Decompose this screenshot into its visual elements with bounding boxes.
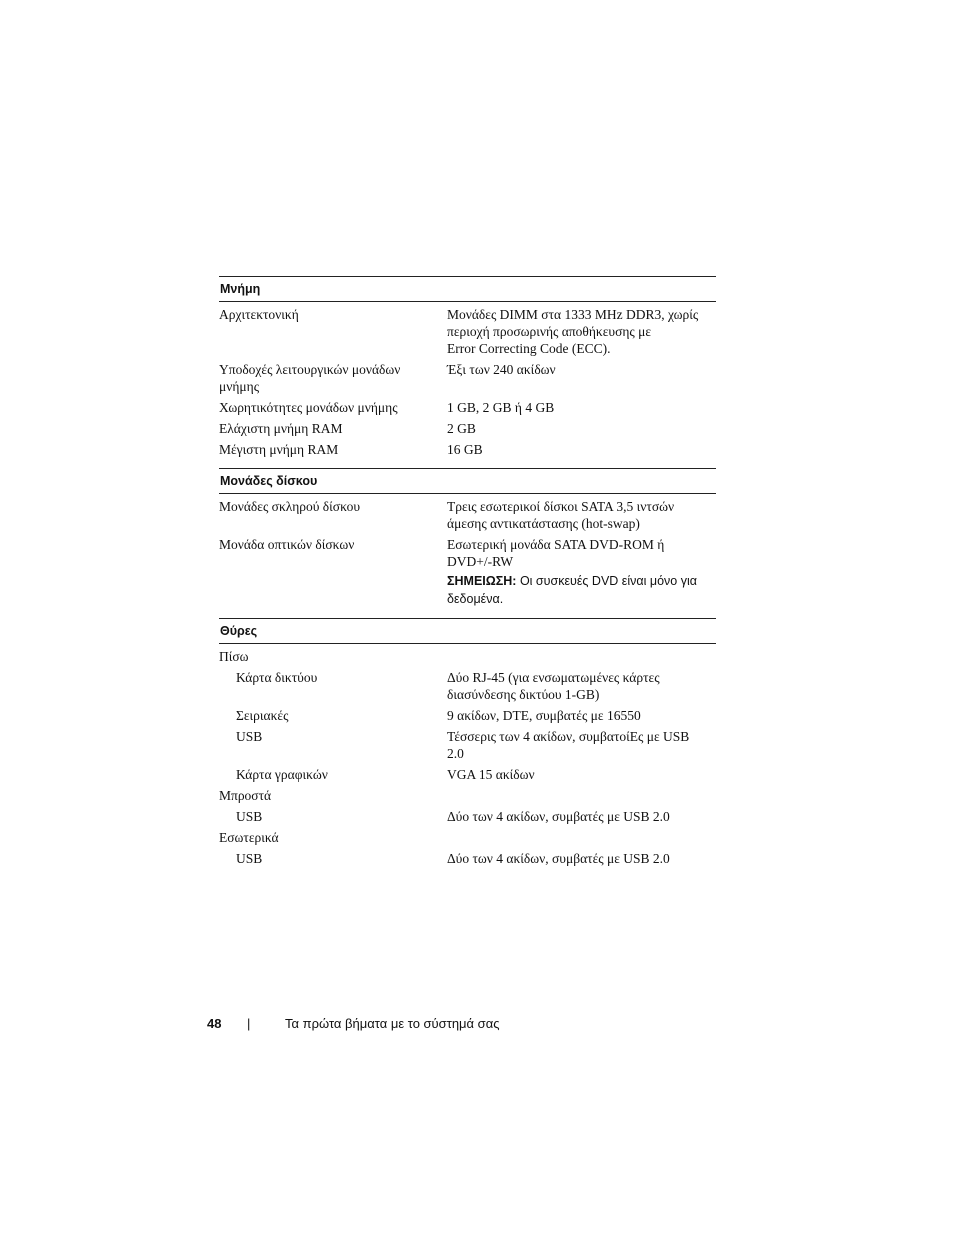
- spec-label: Χωρητικότητες μονάδων μνήμης: [219, 400, 398, 415]
- spec-row: [219, 496, 716, 534]
- spec-value: 16 GB: [447, 442, 483, 457]
- spec-value: Δύο των 4 ακίδων, συμβατές με USB 2.0: [447, 851, 670, 866]
- spec-label: Ελάχιστη μνήμη RAM: [219, 421, 343, 436]
- spec-row: [219, 304, 716, 359]
- spec-label: Κάρτα δικτύου: [236, 670, 318, 685]
- memory-rows: [219, 302, 716, 460]
- subheading-row: [219, 646, 716, 667]
- value-line: Τρεις εσωτερικοί δίσκοι SATA 3,5 ιντσών: [447, 499, 675, 514]
- spec-row: [219, 726, 716, 764]
- spec-label: USB: [236, 851, 263, 866]
- spec-label: Κάρτα γραφικών: [236, 767, 328, 782]
- note: [447, 572, 716, 608]
- spec-label: USB: [236, 809, 263, 824]
- section-gap: [219, 610, 716, 618]
- subheading-internal: Εσωτερικά: [219, 830, 279, 845]
- section-heading-drives: Μονάδες δίσκου: [219, 468, 716, 494]
- spec-value: [447, 728, 716, 762]
- label-line: Υποδοχές λειτουργικών μονάδων: [219, 362, 401, 377]
- spec-value: [447, 536, 716, 608]
- spec-label: Μέγιστη μνήμη RAM: [219, 442, 339, 457]
- value-line: DVD+/-RW: [447, 554, 514, 569]
- port-rows: [219, 644, 716, 869]
- value-line: Δύο RJ-45 (για ενσωματωμένες κάρτες: [447, 670, 660, 685]
- spec-label: Σειριακές: [236, 708, 289, 723]
- value-line: Μονάδες DIMM στα 1333 MHz DDR3, χωρίς: [447, 307, 699, 322]
- section-gap: [219, 460, 716, 468]
- spec-row: [219, 764, 716, 785]
- footer-separator: |: [247, 1016, 251, 1031]
- subheading-row: [219, 827, 716, 848]
- spec-row: [219, 439, 716, 460]
- spec-table: [219, 276, 716, 869]
- spec-value: Έξι των 240 ακίδων: [447, 362, 556, 377]
- subheading-rear: Πίσω: [219, 649, 249, 664]
- note-text: Οι συσκευές DVD είναι μόνο για: [519, 574, 697, 588]
- spec-row: [219, 418, 716, 439]
- note-text: δεδομένα.: [447, 592, 504, 606]
- value-line: Error Correcting Code (ECC).: [447, 341, 611, 356]
- spec-value: [447, 669, 716, 703]
- spec-label: [219, 361, 447, 395]
- note-prefix: ΣΗΜΕΙΩΣΗ:: [447, 574, 517, 588]
- spec-value: 1 GB, 2 GB ή 4 GB: [447, 400, 555, 415]
- spec-label: Μονάδα οπτικών δίσκων: [219, 537, 355, 552]
- footer-title: Τα πρώτα βήματα με το σύστημά σας: [285, 1016, 500, 1031]
- spec-value: [447, 498, 716, 532]
- subheading-front: Μπροστά: [219, 788, 272, 803]
- spec-label: Μονάδες σκληρού δίσκου: [219, 499, 361, 514]
- spec-row: [219, 705, 716, 726]
- spec-value: Δύο των 4 ακίδων, συμβατές με USB 2.0: [447, 809, 670, 824]
- page-number: 48: [207, 1016, 222, 1031]
- spec-row: [219, 806, 716, 827]
- label-line: μνήμης: [219, 379, 260, 394]
- spec-value: 9 ακίδων, DTE, συμβατές με 16550: [447, 708, 641, 723]
- spec-value: 2 GB: [447, 421, 476, 436]
- value-line: Τέσσερις των 4 ακίδων, συμβατοίΕς με USB: [447, 729, 690, 744]
- spec-row: [219, 359, 716, 397]
- section-heading-memory: Μνήμη: [219, 276, 716, 302]
- page-footer: [207, 1016, 499, 1031]
- spec-row: [219, 397, 716, 418]
- value-line: περιοχή προσωρινής αποθήκευσης με: [447, 324, 652, 339]
- spec-row: [219, 667, 716, 705]
- subheading-row: [219, 785, 716, 806]
- value-line: διασύνδεσης δικτύου 1-GB): [447, 687, 600, 702]
- section-heading-ports: Θύρες: [219, 618, 716, 644]
- spec-row: [219, 534, 716, 610]
- spec-label: USB: [236, 729, 263, 744]
- spec-row: [219, 848, 716, 869]
- value-line: 2.0: [447, 746, 464, 761]
- spec-label: Αρχιτεκτονική: [219, 307, 299, 322]
- spec-value: VGA 15 ακίδων: [447, 767, 535, 782]
- value-line: άμεσης αντικατάστασης (hot-swap): [447, 516, 640, 531]
- value-line: Εσωτερική μονάδα SATA DVD-ROM ή: [447, 537, 665, 552]
- drive-rows: [219, 494, 716, 610]
- spec-value: [447, 306, 716, 357]
